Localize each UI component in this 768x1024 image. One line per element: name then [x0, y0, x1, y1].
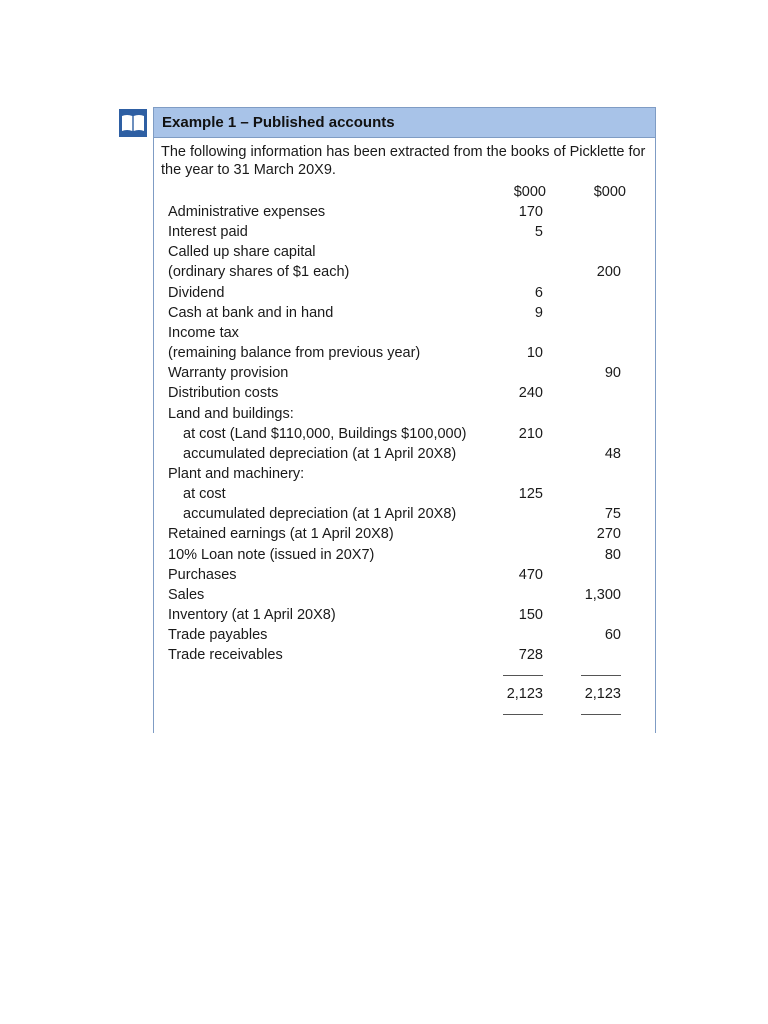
ledger-label: Income tax	[168, 324, 239, 341]
example-panel	[153, 107, 656, 733]
ledger-debit: 125	[518, 486, 543, 503]
ledger-label: Trade payables	[168, 627, 268, 644]
ledger-debit: 6	[534, 284, 543, 301]
ledger-row	[154, 525, 655, 545]
column-header-credit: $000	[593, 184, 626, 200]
rule-credit-bottom	[581, 714, 621, 715]
totals-row	[154, 685, 655, 705]
ledger-row	[154, 223, 655, 243]
ledger-row	[154, 304, 655, 324]
ledger-label: Retained earnings (at 1 April 20X8)	[168, 526, 394, 543]
ledger-label: accumulated depreciation (at 1 April 20X8)	[183, 506, 457, 523]
book-icon	[119, 109, 147, 137]
example-title: Example 1 – Published accounts	[154, 107, 655, 138]
ledger-debit: 9	[534, 304, 543, 321]
ledger-row	[154, 445, 655, 465]
ledger-row	[154, 284, 655, 304]
ledger-label: at cost (Land $110,000, Buildings $100,000)	[183, 425, 467, 442]
rule-credit-top	[581, 675, 621, 676]
ledger-debit: 10	[526, 345, 543, 362]
ledger-debit: 5	[534, 224, 543, 241]
ledger-credit: 48	[604, 445, 621, 462]
ledger-credit: 1,300	[584, 586, 621, 603]
ledger-row	[154, 263, 655, 283]
ledger-debit: 170	[518, 204, 543, 220]
ledger-debit: 240	[518, 385, 543, 402]
ledger-label: Plant and machinery:	[168, 465, 305, 482]
ledger-credit: 80	[604, 546, 621, 563]
ledger-row	[154, 465, 655, 485]
ledger-label: Administrative expenses	[168, 204, 326, 220]
ledger-credit: 75	[604, 506, 621, 523]
ledger-credit: 200	[596, 264, 621, 281]
ledger-label: Called up share capital	[168, 244, 316, 261]
ledger-credit: 270	[596, 526, 621, 543]
column-header-debit: $000	[513, 184, 546, 200]
ledger-row	[154, 364, 655, 384]
ledger-label: at cost	[183, 486, 226, 503]
ledger-debit: 728	[518, 647, 543, 664]
ledger-row	[154, 586, 655, 606]
ledger-label: Dividend	[168, 284, 225, 301]
ledger-row	[154, 606, 655, 626]
ledger-label: Cash at bank and in hand	[168, 304, 334, 321]
ledger-row	[154, 646, 655, 666]
ledger-label: Interest paid	[168, 224, 248, 241]
ledger-row	[154, 324, 655, 344]
ledger-row	[154, 505, 655, 525]
ledger-row	[154, 384, 655, 404]
ledger-row	[154, 405, 655, 425]
rule-debit-top	[503, 675, 543, 676]
ledger-row	[154, 566, 655, 586]
ledger-label: accumulated depreciation (at 1 April 20X8)	[183, 445, 457, 462]
ledger-row	[154, 344, 655, 364]
ledger-label: Land and buildings:	[168, 405, 294, 422]
ledger-debit: 470	[518, 566, 543, 583]
total-debit: 2,123	[506, 686, 543, 702]
ledger-label: (ordinary shares of $1 each)	[168, 264, 350, 281]
ledger-row	[154, 485, 655, 505]
ledger-row	[154, 546, 655, 566]
ledger-label: 10% Loan note (issued in 20X7)	[168, 546, 375, 563]
ledger-row	[154, 425, 655, 445]
total-credit: 2,123	[584, 686, 621, 702]
ledger-label: Inventory (at 1 April 20X8)	[168, 607, 336, 623]
ledger-credit: 60	[604, 627, 621, 644]
ledger-credit: 90	[604, 365, 621, 382]
ledger-label: Trade receivables	[168, 647, 283, 664]
ledger-label: (remaining balance from previous year)	[168, 345, 421, 362]
ledger-label: Distribution costs	[168, 385, 279, 402]
ledger-debit: 210	[518, 425, 543, 442]
ledger-row	[154, 243, 655, 263]
ledger-debit: 150	[518, 607, 543, 623]
ledger-label: Sales	[168, 586, 205, 603]
ledger-label: Purchases	[168, 566, 237, 583]
ledger-label: Warranty provision	[168, 365, 289, 382]
ledger-row	[154, 626, 655, 646]
intro-text: The following information has been extracted from the books of Picklette for the year to 31 March 20X9.	[161, 144, 646, 178]
ledger-row	[154, 203, 655, 223]
rule-debit-bottom	[503, 714, 543, 715]
